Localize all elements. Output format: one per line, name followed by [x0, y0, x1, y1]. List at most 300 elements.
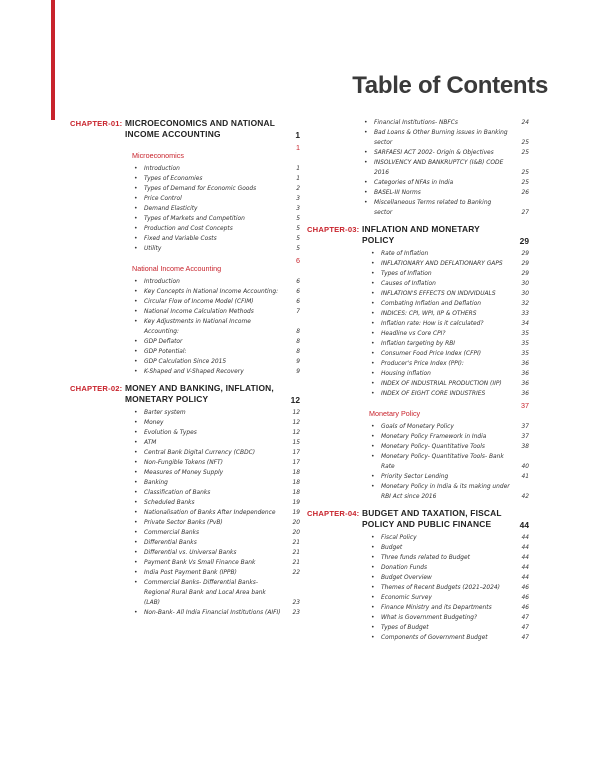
toc-item[interactable]: [70, 214, 300, 224]
toc-item-page: 44: [521, 535, 529, 541]
toc-item-page: 19: [292, 510, 300, 516]
bullet-icon: •: [134, 409, 138, 416]
toc-item-text: Priority Sector Lending: [381, 474, 449, 480]
toc-item-page: 46: [521, 585, 529, 591]
toc-item-page: 17: [292, 450, 300, 456]
toc-item[interactable]: [307, 583, 529, 593]
toc-item[interactable]: [307, 188, 529, 198]
toc-item[interactable]: [70, 498, 300, 508]
toc-item[interactable]: [70, 478, 300, 488]
bullet-icon: •: [134, 459, 138, 466]
toc-item-list: [70, 164, 300, 254]
toc-item-page: 19: [292, 500, 300, 506]
bullet-icon: •: [134, 195, 138, 202]
toc-item[interactable]: [70, 558, 300, 568]
toc-item-page: 12: [292, 410, 300, 416]
toc-item-text: Housing inflation: [381, 371, 431, 377]
toc-item-page: 27: [521, 210, 529, 216]
toc-item-page: 12: [292, 430, 300, 436]
toc-item[interactable]: [70, 408, 300, 418]
bullet-icon: •: [371, 544, 375, 551]
chapter-heading[interactable]: [70, 383, 300, 405]
toc-item-page: 23: [292, 610, 300, 616]
toc-item[interactable]: [307, 442, 529, 452]
toc-item[interactable]: [307, 198, 529, 218]
toc-item[interactable]: [307, 148, 529, 158]
bullet-icon: •: [371, 350, 375, 357]
toc-item-page: 8: [296, 329, 300, 335]
toc-item-page: 44: [521, 545, 529, 551]
bullet-icon: •: [134, 539, 138, 546]
chapter-page-number: 1: [295, 130, 300, 140]
toc-item-text: Inflation rate: How is it calculated?: [381, 321, 484, 327]
toc-item[interactable]: [307, 369, 529, 379]
bullet-icon: •: [371, 310, 375, 317]
toc-item-page: 35: [521, 341, 529, 347]
bullet-icon: •: [134, 449, 138, 456]
bullet-icon: •: [134, 519, 138, 526]
toc-item-page: 6: [296, 299, 300, 305]
bullet-icon: •: [134, 429, 138, 436]
bullet-icon: •: [371, 473, 375, 480]
toc-item-page: 7: [296, 309, 300, 315]
toc-item-page: 30: [521, 291, 529, 297]
toc-item-text: Non-Bank- All India Financial Institutions (AIFI): [144, 610, 281, 616]
toc-item-page: 18: [292, 480, 300, 486]
toc-item-text: Types of Inflation: [381, 271, 432, 277]
bullet-icon: •: [364, 159, 368, 166]
bullet-icon: •: [364, 119, 368, 126]
bullet-icon: •: [134, 205, 138, 212]
toc-item-page: 8: [296, 339, 300, 345]
toc-item-page: 41: [521, 474, 529, 480]
bullet-icon: •: [364, 129, 368, 136]
bullet-icon: •: [134, 215, 138, 222]
toc-item-text: BASEL-III Norms: [374, 190, 421, 196]
toc-item-text: Types of Budget: [381, 625, 429, 631]
bullet-icon: •: [371, 534, 375, 541]
toc-item-page: 9: [296, 359, 300, 365]
bullet-icon: •: [134, 609, 138, 616]
toc-item-page: 36: [521, 371, 529, 377]
toc-item[interactable]: [307, 329, 529, 339]
toc-right-column: [307, 118, 529, 649]
toc-item[interactable]: [70, 568, 300, 578]
toc-item-page: 21: [292, 560, 300, 566]
toc-item-page: 33: [521, 311, 529, 317]
section-page-number: 37: [521, 401, 529, 410]
toc-item-text: Differential Banks: [144, 540, 197, 546]
section-heading[interactable]: [70, 256, 300, 275]
toc-item[interactable]: [307, 573, 529, 583]
toc-item[interactable]: [307, 633, 529, 643]
toc-item[interactable]: [307, 158, 529, 178]
bullet-icon: •: [371, 433, 375, 440]
toc-item-text: India Post Payment Bank (IPPB): [144, 570, 237, 576]
toc-item-page: 1: [296, 166, 300, 172]
toc-item-text: Three funds related to Budget: [381, 555, 470, 561]
toc-item[interactable]: [307, 482, 529, 502]
toc-item[interactable]: [70, 277, 300, 287]
bullet-icon: •: [371, 483, 375, 490]
toc-item-text: Types of Economies: [144, 176, 203, 182]
toc-item[interactable]: [307, 472, 529, 482]
bullet-icon: •: [371, 443, 375, 450]
toc-item-text: Types of Demand for Economic Goods: [144, 186, 257, 192]
chapter-heading[interactable]: [307, 508, 529, 530]
toc-item-page: 29: [521, 251, 529, 257]
toc-item-page: 20: [292, 520, 300, 526]
bullet-icon: •: [134, 165, 138, 172]
toc-item[interactable]: [307, 452, 529, 472]
chapter-page-number: 44: [519, 520, 529, 530]
toc-item-text: Monetary Policy in India & its making under RBI Act since 2016: [381, 484, 510, 500]
toc-item-text: Economic Survey: [381, 595, 432, 601]
toc-item-page: 42: [521, 494, 529, 500]
toc-item-page: 25: [521, 150, 529, 156]
chapter-number: CHAPTER-02:: [70, 384, 123, 393]
toc-item-page: 8: [296, 349, 300, 355]
toc-item-text: Commercial Banks- Differential Banks- Regional Rural Bank and Local Area bank (LAB): [144, 580, 266, 606]
toc-item-text: GDP Calculation Since 2015: [144, 359, 227, 365]
toc-item[interactable]: [70, 578, 300, 608]
toc-item-text: Types of Markets and Competition: [144, 216, 245, 222]
bullet-icon: •: [134, 419, 138, 426]
toc-item-list: [70, 408, 300, 618]
toc-item[interactable]: [70, 608, 300, 618]
toc-item[interactable]: [70, 307, 300, 317]
toc-item[interactable]: [70, 204, 300, 214]
toc-item-text: Classification of Banks: [144, 490, 211, 496]
toc-item-text: Measures of Money Supply: [144, 470, 224, 476]
toc-item-page: 40: [521, 464, 529, 470]
toc-item[interactable]: [307, 349, 529, 359]
toc-item[interactable]: [70, 458, 300, 468]
toc-item-text: Combating Inflation and Deflation: [381, 301, 481, 307]
toc-item-page: 44: [521, 575, 529, 581]
toc-item-text: Goals of Monetary Policy: [381, 424, 454, 430]
bullet-icon: •: [134, 298, 138, 305]
toc-item[interactable]: [307, 623, 529, 633]
toc-item-text: Headline vs Core CPI?: [381, 331, 446, 337]
toc-item-page: 5: [296, 216, 300, 222]
toc-item-text: Themes of Recent Budgets (2021–2024): [381, 585, 500, 591]
toc-item-page: 36: [521, 361, 529, 367]
chapter: [307, 118, 529, 218]
bullet-icon: •: [371, 320, 375, 327]
toc-left-column: [70, 118, 300, 624]
toc-item[interactable]: [70, 438, 300, 448]
chapter: [70, 118, 300, 377]
toc-item[interactable]: [307, 553, 529, 563]
toc-item[interactable]: [70, 317, 300, 337]
toc-item[interactable]: [70, 357, 300, 367]
chapter-number: CHAPTER-01:: [70, 119, 123, 128]
bullet-icon: •: [371, 564, 375, 571]
toc-item[interactable]: [307, 339, 529, 349]
toc-item-text: Production and Cost Concepts: [144, 226, 233, 232]
toc-item-text: Nationalisation of Banks After Independence: [144, 510, 276, 516]
toc-item[interactable]: [307, 128, 529, 148]
toc-item[interactable]: [307, 309, 529, 319]
toc-item[interactable]: [70, 418, 300, 428]
chapter-title: BUDGET AND TAXATION, FISCAL POLICY AND PUBLIC FINANCE: [362, 508, 502, 529]
toc-item-text: Circular Flow of Income Model (CFIM): [144, 299, 254, 305]
section-heading[interactable]: [70, 143, 300, 162]
bullet-icon: •: [134, 559, 138, 566]
bullet-icon: •: [371, 270, 375, 277]
toc-item[interactable]: [70, 287, 300, 297]
toc-item[interactable]: [70, 337, 300, 347]
toc-item[interactable]: [70, 244, 300, 254]
toc-item-page: 20: [292, 530, 300, 536]
bullet-icon: •: [134, 338, 138, 345]
chapter-heading[interactable]: [70, 118, 300, 140]
toc-item[interactable]: [307, 118, 529, 128]
toc-item[interactable]: [70, 488, 300, 498]
chapter: [70, 383, 300, 618]
toc-item-page: 17: [292, 460, 300, 466]
toc-item-page: 6: [296, 289, 300, 295]
toc-item-text: INFLATION'S EFFECTS ON INDIVIDUALS: [381, 291, 496, 297]
bullet-icon: •: [371, 370, 375, 377]
chapter-heading[interactable]: [307, 224, 529, 246]
toc-item-page: 18: [292, 490, 300, 496]
toc-item-page: 21: [292, 550, 300, 556]
toc-item[interactable]: [307, 422, 529, 432]
toc-item-list: [307, 249, 529, 399]
toc-item-page: 46: [521, 595, 529, 601]
toc-item-text: Donation Funds: [381, 565, 428, 571]
toc-item-page: 5: [296, 226, 300, 232]
toc-item-text: Key Adjustments in National Income Accounting:: [144, 319, 251, 335]
chapter-page-number: 29: [519, 236, 529, 246]
accent-bar: [51, 0, 55, 120]
toc-item-text: GDP Potential:: [144, 349, 187, 355]
bullet-icon: •: [134, 549, 138, 556]
toc-item-text: INDEX OF INDUSTRIAL PRODUCTION (IIP): [381, 381, 502, 387]
toc-item[interactable]: [70, 164, 300, 174]
toc-item-page: 25: [521, 140, 529, 146]
toc-item[interactable]: [307, 613, 529, 623]
toc-item[interactable]: [70, 468, 300, 478]
toc-item[interactable]: [70, 174, 300, 184]
bullet-icon: •: [134, 579, 138, 586]
toc-item-page: 3: [296, 206, 300, 212]
toc-item[interactable]: [70, 428, 300, 438]
bullet-icon: •: [371, 554, 375, 561]
toc-item-text: Monetary Policy- Quantitative Tools- Bank Rate: [381, 454, 504, 470]
toc-item-page: 37: [521, 434, 529, 440]
toc-item-text: Rate of Inflation: [381, 251, 429, 257]
chapter-title: MONEY AND BANKING, INFLATION, MONETARY POLICY: [125, 383, 274, 404]
bullet-icon: •: [134, 308, 138, 315]
toc-item[interactable]: [70, 297, 300, 307]
bullet-icon: •: [134, 569, 138, 576]
toc-item-page: 25: [521, 180, 529, 186]
bullet-icon: •: [364, 179, 368, 186]
section-heading[interactable]: [307, 401, 529, 420]
toc-item-text: Scheduled Banks: [144, 500, 195, 506]
toc-item[interactable]: [70, 367, 300, 377]
bullet-icon: •: [371, 390, 375, 397]
toc-item[interactable]: [307, 389, 529, 399]
toc-item-page: 26: [521, 190, 529, 196]
bullet-icon: •: [371, 300, 375, 307]
bullet-icon: •: [371, 604, 375, 611]
toc-item-page: 47: [521, 625, 529, 631]
toc-item-text: Utility: [144, 246, 162, 252]
toc-item[interactable]: [307, 563, 529, 573]
toc-item-page: 47: [521, 635, 529, 641]
toc-item-page: 36: [521, 391, 529, 397]
toc-item[interactable]: [70, 194, 300, 204]
toc-item[interactable]: [307, 279, 529, 289]
toc-item[interactable]: [307, 289, 529, 299]
bullet-icon: •: [134, 439, 138, 446]
bullet-icon: •: [371, 330, 375, 337]
bullet-icon: •: [371, 280, 375, 287]
bullet-icon: •: [371, 290, 375, 297]
toc-item-text: Budget Overview: [381, 575, 432, 581]
toc-item-text: Differential vs. Universal Banks: [144, 550, 237, 556]
toc-item-page: 6: [296, 279, 300, 285]
toc-item-text: Finance Ministry and its Departments: [381, 605, 492, 611]
bullet-icon: •: [371, 250, 375, 257]
toc-item[interactable]: [307, 379, 529, 389]
toc-item-text: Key Concepts in National Income Accounting:: [144, 289, 279, 295]
bullet-icon: •: [134, 469, 138, 476]
bullet-icon: •: [371, 340, 375, 347]
toc-item[interactable]: [307, 249, 529, 259]
toc-item-page: 18: [292, 470, 300, 476]
toc-item[interactable]: [70, 234, 300, 244]
bullet-icon: •: [134, 479, 138, 486]
toc-item[interactable]: [307, 269, 529, 279]
toc-item-text: Central Bank Digital Currency (CBDC): [144, 450, 256, 456]
toc-item-page: 35: [521, 331, 529, 337]
toc-item-text: Banking: [144, 480, 168, 486]
bullet-icon: •: [134, 318, 138, 325]
section-title: National Income Accounting: [132, 264, 222, 273]
toc-item-page: 25: [521, 170, 529, 176]
toc-item[interactable]: [70, 528, 300, 538]
toc-item-page: 30: [521, 281, 529, 287]
toc-item-page: 44: [521, 555, 529, 561]
bullet-icon: •: [134, 185, 138, 192]
toc-item[interactable]: [307, 533, 529, 543]
toc-item[interactable]: [307, 543, 529, 553]
toc-item-text: Non-Fungible Tokens (NFT): [144, 460, 223, 466]
toc-item-page: 29: [521, 271, 529, 277]
bullet-icon: •: [134, 288, 138, 295]
bullet-icon: •: [371, 423, 375, 430]
toc-item-text: INFLATIONARY AND DEFLATIONARY GAPS: [381, 261, 503, 267]
toc-item-text: Demand Elasticity: [144, 206, 198, 212]
toc-item-page: 23: [292, 600, 300, 606]
bullet-icon: •: [134, 368, 138, 375]
toc-item-page: 3: [296, 196, 300, 202]
toc-item-text: Inflation targeting by RBI: [381, 341, 456, 347]
toc-item-page: 5: [296, 236, 300, 242]
toc-item[interactable]: [307, 299, 529, 309]
toc-item-text: K-Shaped and V-Shaped Recovery: [144, 369, 244, 375]
bullet-icon: •: [134, 175, 138, 182]
toc-item[interactable]: [307, 178, 529, 188]
bullet-icon: •: [371, 380, 375, 387]
bullet-icon: •: [364, 189, 368, 196]
toc-item-text: Miscellaneous Terms related to Banking sector: [374, 200, 492, 216]
toc-item-page: 12: [292, 420, 300, 426]
bullet-icon: •: [371, 624, 375, 631]
toc-item[interactable]: [307, 593, 529, 603]
bullet-icon: •: [371, 614, 375, 621]
toc-item[interactable]: [307, 432, 529, 442]
bullet-icon: •: [371, 453, 375, 460]
toc-item-page: 9: [296, 369, 300, 375]
toc-item-list: [307, 422, 529, 502]
toc-item-list: [307, 533, 529, 643]
toc-item-page: 5: [296, 246, 300, 252]
toc-item-text: Categories of NFAs in India: [374, 180, 454, 186]
section-title: Monetary Policy: [369, 409, 421, 418]
toc-item-text: Payment Bank Vs Small Finance Bank: [144, 560, 256, 566]
toc-item[interactable]: [70, 518, 300, 528]
chapter-title: INFLATION AND MONETARY POLICY: [362, 224, 480, 245]
toc-item-text: National Income Calculation Methods: [144, 309, 254, 315]
toc-item-text: What is Government Budgeting?: [381, 615, 478, 621]
toc-item-text: Causes of Inflation: [381, 281, 436, 287]
toc-item-text: INDICES: CPI, WPI, IIP & OTHERS: [381, 311, 477, 317]
toc-item-text: Components of Government Budget: [381, 635, 488, 641]
section-title: Microeconomics: [132, 151, 184, 160]
chapter-number: CHAPTER-03:: [307, 225, 360, 234]
chapter: [307, 508, 529, 643]
toc-item-text: INDEX OF EIGHT CORE INDUSTRIES: [381, 391, 486, 397]
section-page-number: 6: [296, 256, 300, 265]
toc-item[interactable]: [70, 184, 300, 194]
bullet-icon: •: [364, 199, 368, 206]
toc-item[interactable]: [307, 359, 529, 369]
toc-item-list: [70, 277, 300, 377]
toc-item[interactable]: [70, 538, 300, 548]
toc-item[interactable]: [70, 224, 300, 234]
bullet-icon: •: [371, 574, 375, 581]
bullet-icon: •: [134, 245, 138, 252]
toc-item[interactable]: [70, 448, 300, 458]
toc-item-text: Money: [144, 420, 164, 426]
toc-item[interactable]: [307, 259, 529, 269]
chapter-number: CHAPTER-04:: [307, 509, 360, 518]
toc-item-text: Monetary Policy- Quantitative Tools: [381, 444, 485, 450]
bullet-icon: •: [371, 584, 375, 591]
bullet-icon: •: [134, 489, 138, 496]
toc-item[interactable]: [70, 347, 300, 357]
toc-item-page: 21: [292, 540, 300, 546]
toc-item[interactable]: [307, 319, 529, 329]
toc-item[interactable]: [307, 603, 529, 613]
toc-item-text: GDP Deflator: [144, 339, 183, 345]
toc-item[interactable]: [70, 548, 300, 558]
bullet-icon: •: [364, 149, 368, 156]
toc-item-text: Barter system: [144, 410, 186, 416]
bullet-icon: •: [134, 225, 138, 232]
toc-item-text: Commercial Banks: [144, 530, 200, 536]
toc-item-list: [307, 118, 529, 218]
bullet-icon: •: [134, 529, 138, 536]
toc-item[interactable]: [70, 508, 300, 518]
toc-item-text: Producer's Price Index (PPI):: [381, 361, 464, 367]
